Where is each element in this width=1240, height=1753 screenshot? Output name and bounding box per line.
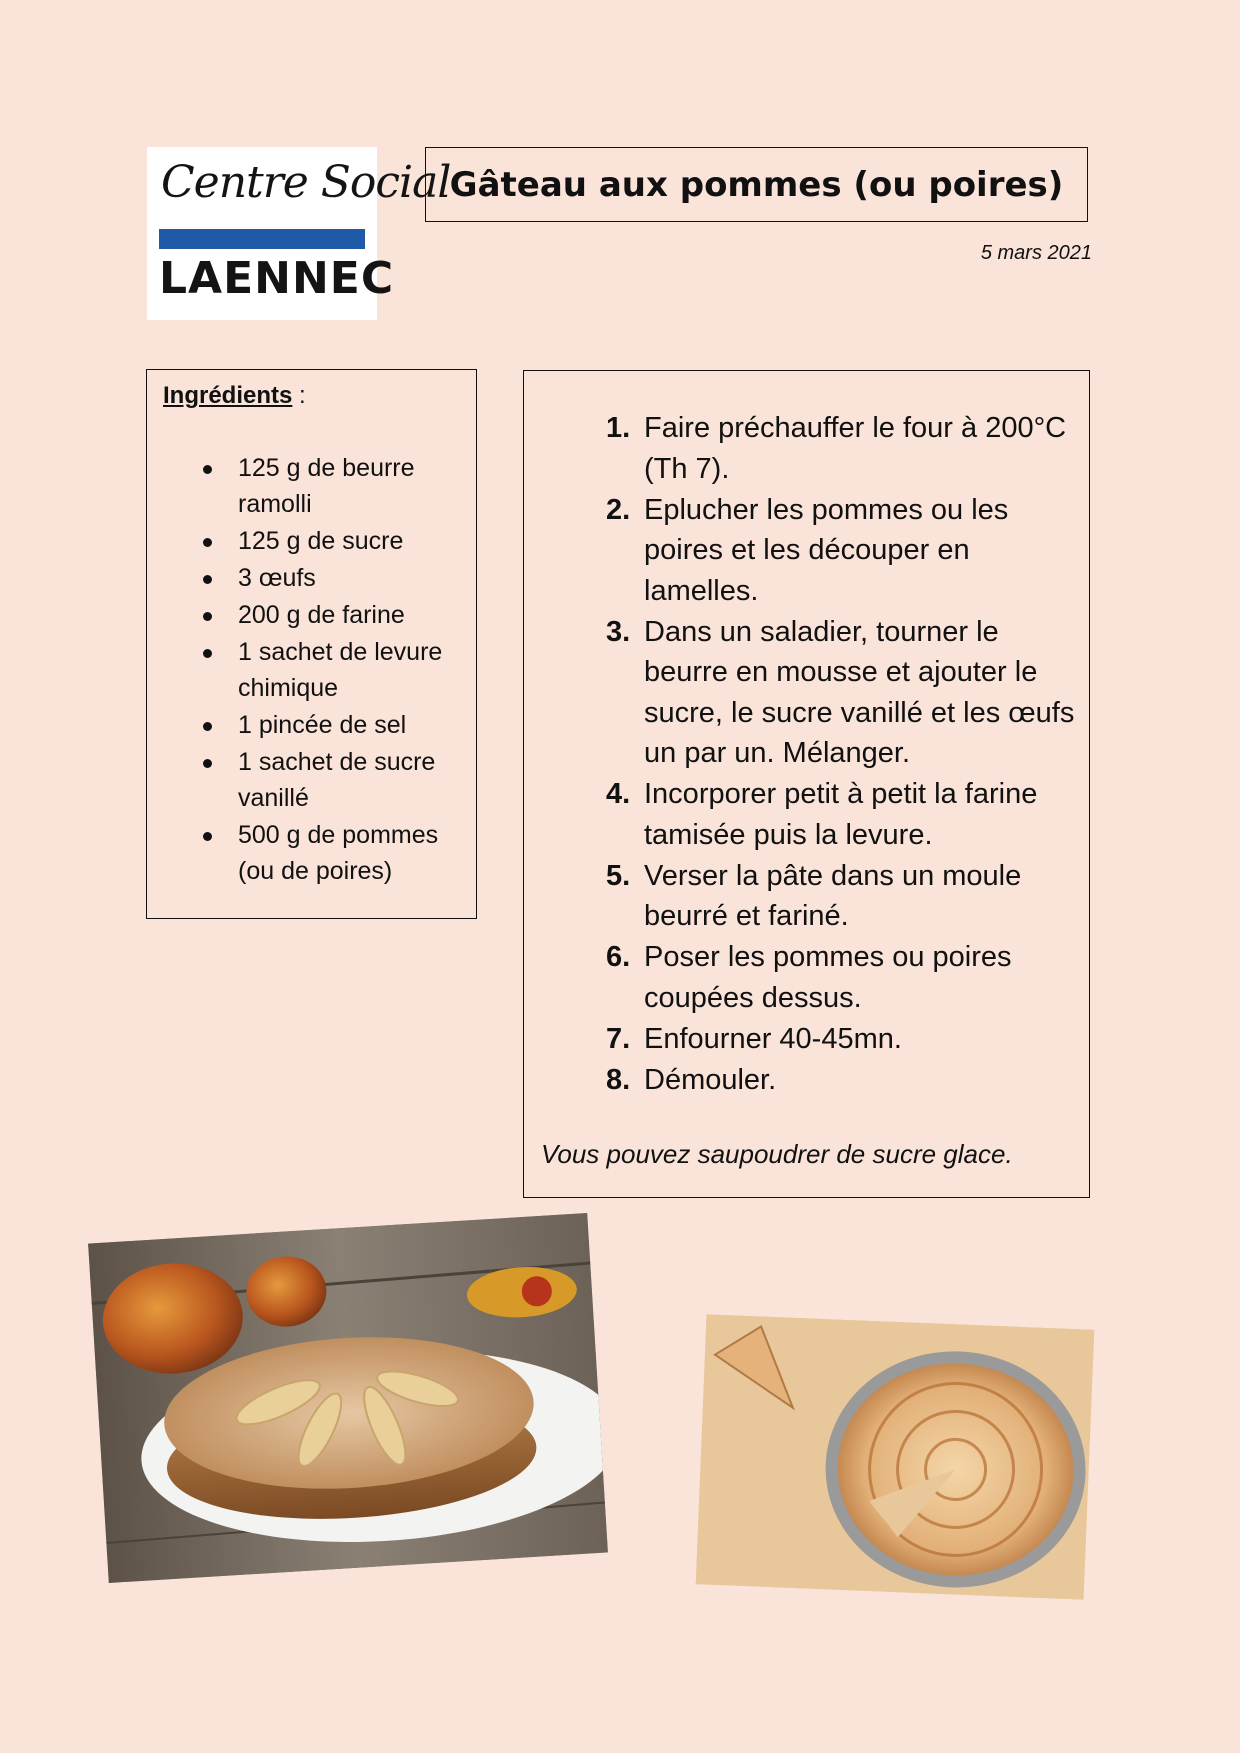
step-item <box>524 408 1091 489</box>
step-text: Poser les pommes ou poires coupées dessus. <box>644 941 1012 1014</box>
step-text: Enfourner 40-45mn. <box>644 1022 902 1055</box>
ingredient-item: 1 sachet de sucre vanillé <box>147 744 478 816</box>
steps-list <box>524 408 1091 1101</box>
recipe-date: 5 mars 2021 <box>980 242 1092 264</box>
step-item <box>524 490 1091 612</box>
step-number: 8. <box>606 1063 631 1096</box>
logo-word-text: LAENNEC <box>159 253 395 304</box>
step-number: 2. <box>606 493 631 526</box>
ingredient-item: 500 g de pommes (ou de poires) <box>147 817 478 889</box>
ingredients-heading-colon: : <box>292 382 306 409</box>
ingredient-item: 200 g de farine <box>147 597 478 633</box>
pear-cake-illustration <box>88 1213 608 1583</box>
ingredient-item: 125 g de sucre <box>147 523 478 559</box>
ingredients-heading-label: Ingrédients <box>163 382 293 409</box>
apple-tart-photo <box>696 1314 1095 1599</box>
ingredient-item: 3 œufs <box>147 560 478 596</box>
step-number: 1. <box>606 412 631 444</box>
centre-social-laennec-logo <box>147 147 451 320</box>
recipe-tip: Vous pouvez saupoudrer de sucre glace. <box>541 1139 1013 1169</box>
ingredients-list <box>147 450 478 890</box>
apple-tart-illustration <box>696 1314 1095 1599</box>
step-number: 6. <box>606 941 631 973</box>
step-text: Verser la pâte dans un moule beurré et fariné. <box>644 859 1022 932</box>
step-item <box>524 612 1091 774</box>
ingredient-item: 1 sachet de levure chimique <box>147 634 478 706</box>
pear-cake-photo <box>88 1213 608 1583</box>
step-number: 5. <box>606 859 631 892</box>
ingredients-box <box>146 369 477 919</box>
step-number: 3. <box>606 615 631 648</box>
step-text: Faire préchauffer le four à 200°C (Th 7). <box>644 412 1067 485</box>
step-text: Démouler. <box>644 1063 777 1096</box>
ingredient-item: 1 pincée de sel <box>147 707 478 743</box>
step-item <box>524 1060 1091 1101</box>
step-item <box>524 774 1091 855</box>
logo-blue-bar <box>159 229 365 249</box>
step-item <box>524 937 1091 1018</box>
ingredients-heading <box>163 382 306 410</box>
step-number: 4. <box>606 778 631 810</box>
step-item <box>524 856 1091 937</box>
logo-script-text: Centre Social <box>161 157 451 208</box>
step-number: 7. <box>606 1022 631 1055</box>
recipe-title: Gâteau aux pommes (ou poires) <box>425 147 1088 222</box>
step-text: Eplucher les pommes ou les poires et les découper en lamelles. <box>644 493 1009 607</box>
steps-box <box>523 370 1090 1198</box>
step-item <box>524 1019 1091 1060</box>
step-text: Dans un saladier, tourner le beurre en mousse et ajouter le sucre, le sucre vanillé et les œufs un par un. Mélanger. <box>644 615 1075 769</box>
step-text: Incorporer petit à petit la farine tamisée puis la levure. <box>644 778 1038 851</box>
ingredient-item: 125 g de beurre ramolli <box>147 450 478 522</box>
